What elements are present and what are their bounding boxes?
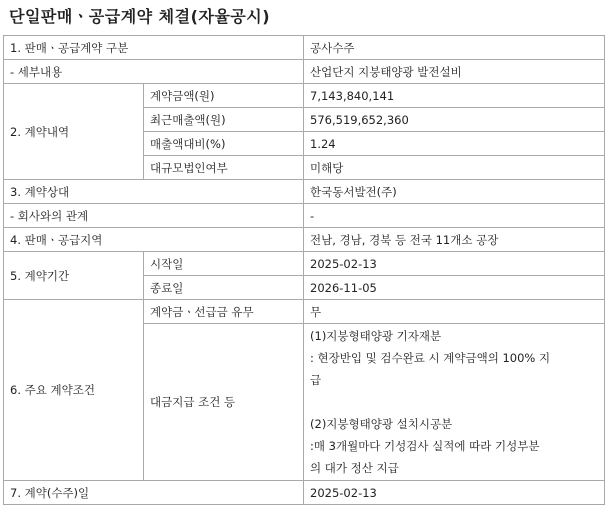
table-row	[4, 481, 605, 505]
supply-region-value: 전남, 경남, 경북 등 전국 11개소 공장	[304, 228, 605, 252]
contract-amount-label: 계약금액(원)	[144, 84, 304, 108]
supply-region-label: 4. 판매ㆍ공급지역	[4, 228, 304, 252]
end-date-value: 2026-11-05	[304, 276, 605, 300]
table-row	[4, 300, 605, 324]
table-row	[4, 252, 605, 276]
contract-details-label: 2. 계약내역	[4, 84, 144, 180]
table-row	[4, 36, 605, 60]
advance-payment-value: 무	[304, 300, 605, 324]
payment-line: 급	[310, 373, 322, 387]
contract-date-value: 2025-02-13	[304, 481, 605, 505]
sales-ratio-value: 1.24	[304, 132, 605, 156]
large-corp-label: 대규모법인여부	[144, 156, 304, 180]
advance-payment-label: 계약금ㆍ선급금 유무	[144, 300, 304, 324]
end-date-label: 종료일	[144, 276, 304, 300]
page-title: 단일판매ㆍ공급계약 체결(자율공시)	[9, 7, 271, 26]
counterparty-label: 3. 계약상대	[4, 180, 304, 204]
table-row	[4, 180, 605, 204]
main-terms-label: 6. 주요 계약조건	[4, 300, 144, 481]
relation-value: -	[304, 204, 605, 228]
contract-amount-value: 7,143,840,141	[304, 84, 605, 108]
contract-category-value: 공사수주	[304, 36, 605, 60]
payment-line: :매 3개월마다 기성검사 실적에 따라 기성부분	[310, 439, 540, 453]
payment-terms-label: 대금지급 조건 등	[144, 324, 304, 481]
payment-line: 의 대가 정산 지급	[310, 461, 399, 475]
table-row	[4, 84, 605, 108]
line-gap	[310, 391, 604, 413]
recent-sales-value: 576,519,652,360	[304, 108, 605, 132]
recent-sales-label: 최근매출액(원)	[144, 108, 304, 132]
payment-line: (1)지붕형태양광 기자재분	[310, 329, 442, 343]
sales-ratio-label: 매출액대비(%)	[144, 132, 304, 156]
start-date-value: 2025-02-13	[304, 252, 605, 276]
contract-category-label: 1. 판매ㆍ공급계약 구분	[4, 36, 304, 60]
detail-value: 산업단지 지붕태양광 발전설비	[304, 60, 605, 84]
table-row	[4, 228, 605, 252]
detail-label: - 세부내용	[4, 60, 304, 84]
counterparty-value: 한국동서발전(주)	[304, 180, 605, 204]
table-row	[4, 60, 605, 84]
relation-label: - 회사와의 관계	[4, 204, 304, 228]
disclosure-table	[3, 35, 605, 505]
table-row	[4, 204, 605, 228]
contract-date-label: 7. 계약(수주)일	[4, 481, 304, 505]
start-date-label: 시작일	[144, 252, 304, 276]
large-corp-value: 미해당	[304, 156, 605, 180]
payment-terms-value	[304, 324, 605, 481]
contract-period-label: 5. 계약기간	[4, 252, 144, 300]
payment-line: : 현장반입 및 검수완료 시 계약금액의 100% 지	[310, 351, 551, 365]
payment-line: (2)지붕형태양광 설치시공분	[310, 417, 453, 431]
